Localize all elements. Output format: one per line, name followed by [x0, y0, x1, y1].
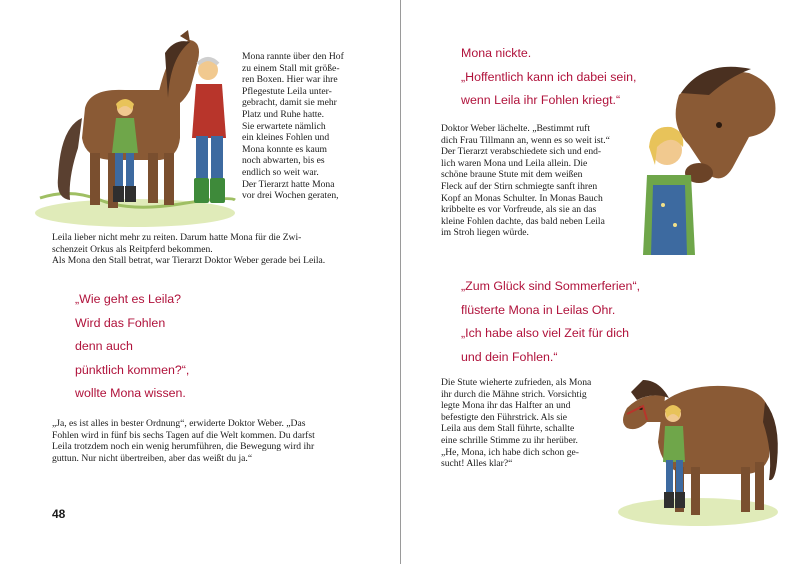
text-line: schöne braune Stute mit dem weißen — [441, 169, 583, 181]
right-page — [401, 0, 800, 564]
dialog-line: „Wie geht es Leila? — [75, 292, 182, 306]
page-number: 48 — [52, 507, 66, 521]
text-line: lich waren Mona und Leila allein. Die — [441, 157, 588, 169]
text-line: Doktor Weber lächelte. „Bestimmt ruft — [441, 123, 591, 134]
illustration-mona-horse-head — [639, 55, 781, 260]
intro-line: gebracht, damit sie mehr — [242, 97, 337, 109]
answer-line: Fohlen wird in fünf bis sechs Tagen auf die Welt kommen. Du darfst — [52, 429, 315, 441]
dialog-line: flüsterte Mona in Leilas Ohr. — [461, 302, 616, 317]
intro-line: ren Boxen. Hier war ihre — [242, 74, 338, 86]
text-line: befestigte den Führstrick. Als sie — [441, 411, 568, 423]
vet-answer-paragraph — [52, 418, 360, 464]
dialog-line: „Hoffentlich kann ich dabei sein, — [461, 69, 637, 84]
text-line: kribbelte es vor Vorfreude, als sie an das — [441, 204, 597, 216]
text-line: Die Stute wieherte zufrieden, als Mona — [441, 377, 592, 388]
intro-line: Mona rannte über den Hof — [242, 51, 344, 62]
dialog-line: pünktlich kommen?“, — [75, 362, 190, 377]
text-line: im Stroh liegen würde. — [441, 227, 529, 239]
dialog-question — [75, 288, 189, 406]
text-line: „He, Mona, ich habe dich schon ge- — [441, 446, 579, 458]
text-line: Fleck auf der Stirn schmiegte sanft ihren — [441, 180, 598, 192]
intro-paragraph-full — [52, 232, 360, 267]
full-line: Als Mona den Stall betrat, war Tierarzt Doktor Weber gerade bei Leila. — [52, 255, 326, 267]
dialog-line: wenn Leila ihr Fohlen kriegt.“ — [461, 93, 621, 107]
narrative-paragraph-mid — [441, 123, 636, 239]
full-line: schenzeit Orkus als Reitpferd bekommen. — [52, 243, 213, 255]
narrative-paragraph-bottom — [441, 377, 616, 470]
illustration-mona-vet-horse — [30, 28, 242, 228]
intro-line: Sie erwartete nämlich — [242, 120, 326, 132]
intro-line: vor drei Wochen geraten, — [242, 190, 339, 202]
dialog-line: denn auch — [75, 339, 133, 353]
dialog-line: Wird das Fohlen — [75, 315, 166, 330]
illustration-mona-haltering-horse — [613, 362, 783, 532]
text-line: eine schrille Stimme zu ihr herüber. — [441, 434, 578, 446]
intro-line: Platz und Ruhe hatte. — [242, 108, 325, 120]
intro-line: Mona konnte es kaum — [242, 143, 327, 155]
text-line: Der Tierarzt verabschiedete sich und end- — [441, 146, 602, 158]
intro-line: Pflegestute Leila unter- — [242, 85, 332, 97]
intro-paragraph-wrapped — [242, 51, 360, 202]
intro-line: noch abwarten, bis es — [242, 155, 325, 167]
dialog-line: „Zum Glück sind Sommerferien“, — [461, 279, 641, 293]
text-line: kleine Fohlen dachte, das bald neben Leila — [441, 215, 605, 227]
answer-line: Leila trotzdem noch ein wenig herumführen, die Bewegung wird ihr — [52, 441, 315, 453]
dialog-line: „Ich habe also viel Zeit für dich — [461, 326, 630, 340]
answer-line: „Ja, es ist alles in bester Ordnung“, erwiderte Doktor Weber. „Das — [52, 418, 306, 429]
dialog-line: Mona nickte. — [461, 46, 532, 60]
dialog-top — [461, 42, 636, 113]
answer-line: guttun. Nur nicht übertreiben, aber das weißt du ja.“ — [52, 452, 253, 464]
intro-line: Der Tierarzt hatte Mona — [242, 178, 335, 190]
intro-line: zu einem Stall mit größe- — [242, 62, 340, 74]
intro-line: ein kleines Fohlen und — [242, 132, 330, 144]
text-line: sucht! Alles klar?“ — [441, 458, 513, 470]
text-line: dich Frau Tillmann an, wenn es so weit ist.“ — [441, 134, 610, 146]
text-line: Kopf an Monas Schulter. In Monas Bauch — [441, 192, 603, 204]
full-line: Leila lieber nicht mehr zu reiten. Darum hatte Mona für die Zwi- — [52, 232, 302, 243]
dialog-line: wollte Mona wissen. — [75, 386, 186, 400]
dialog-line: und dein Fohlen.“ — [461, 349, 558, 364]
dialog-middle — [461, 275, 640, 369]
text-line: legte Mona ihr das Halfter an und — [441, 400, 571, 412]
text-line: Leila aus dem Stall führte, schallte — [441, 423, 575, 435]
text-line: ihr durch die Mähne strich. Vorsichtig — [441, 388, 587, 400]
intro-line: endlich so weit war. — [242, 166, 319, 178]
